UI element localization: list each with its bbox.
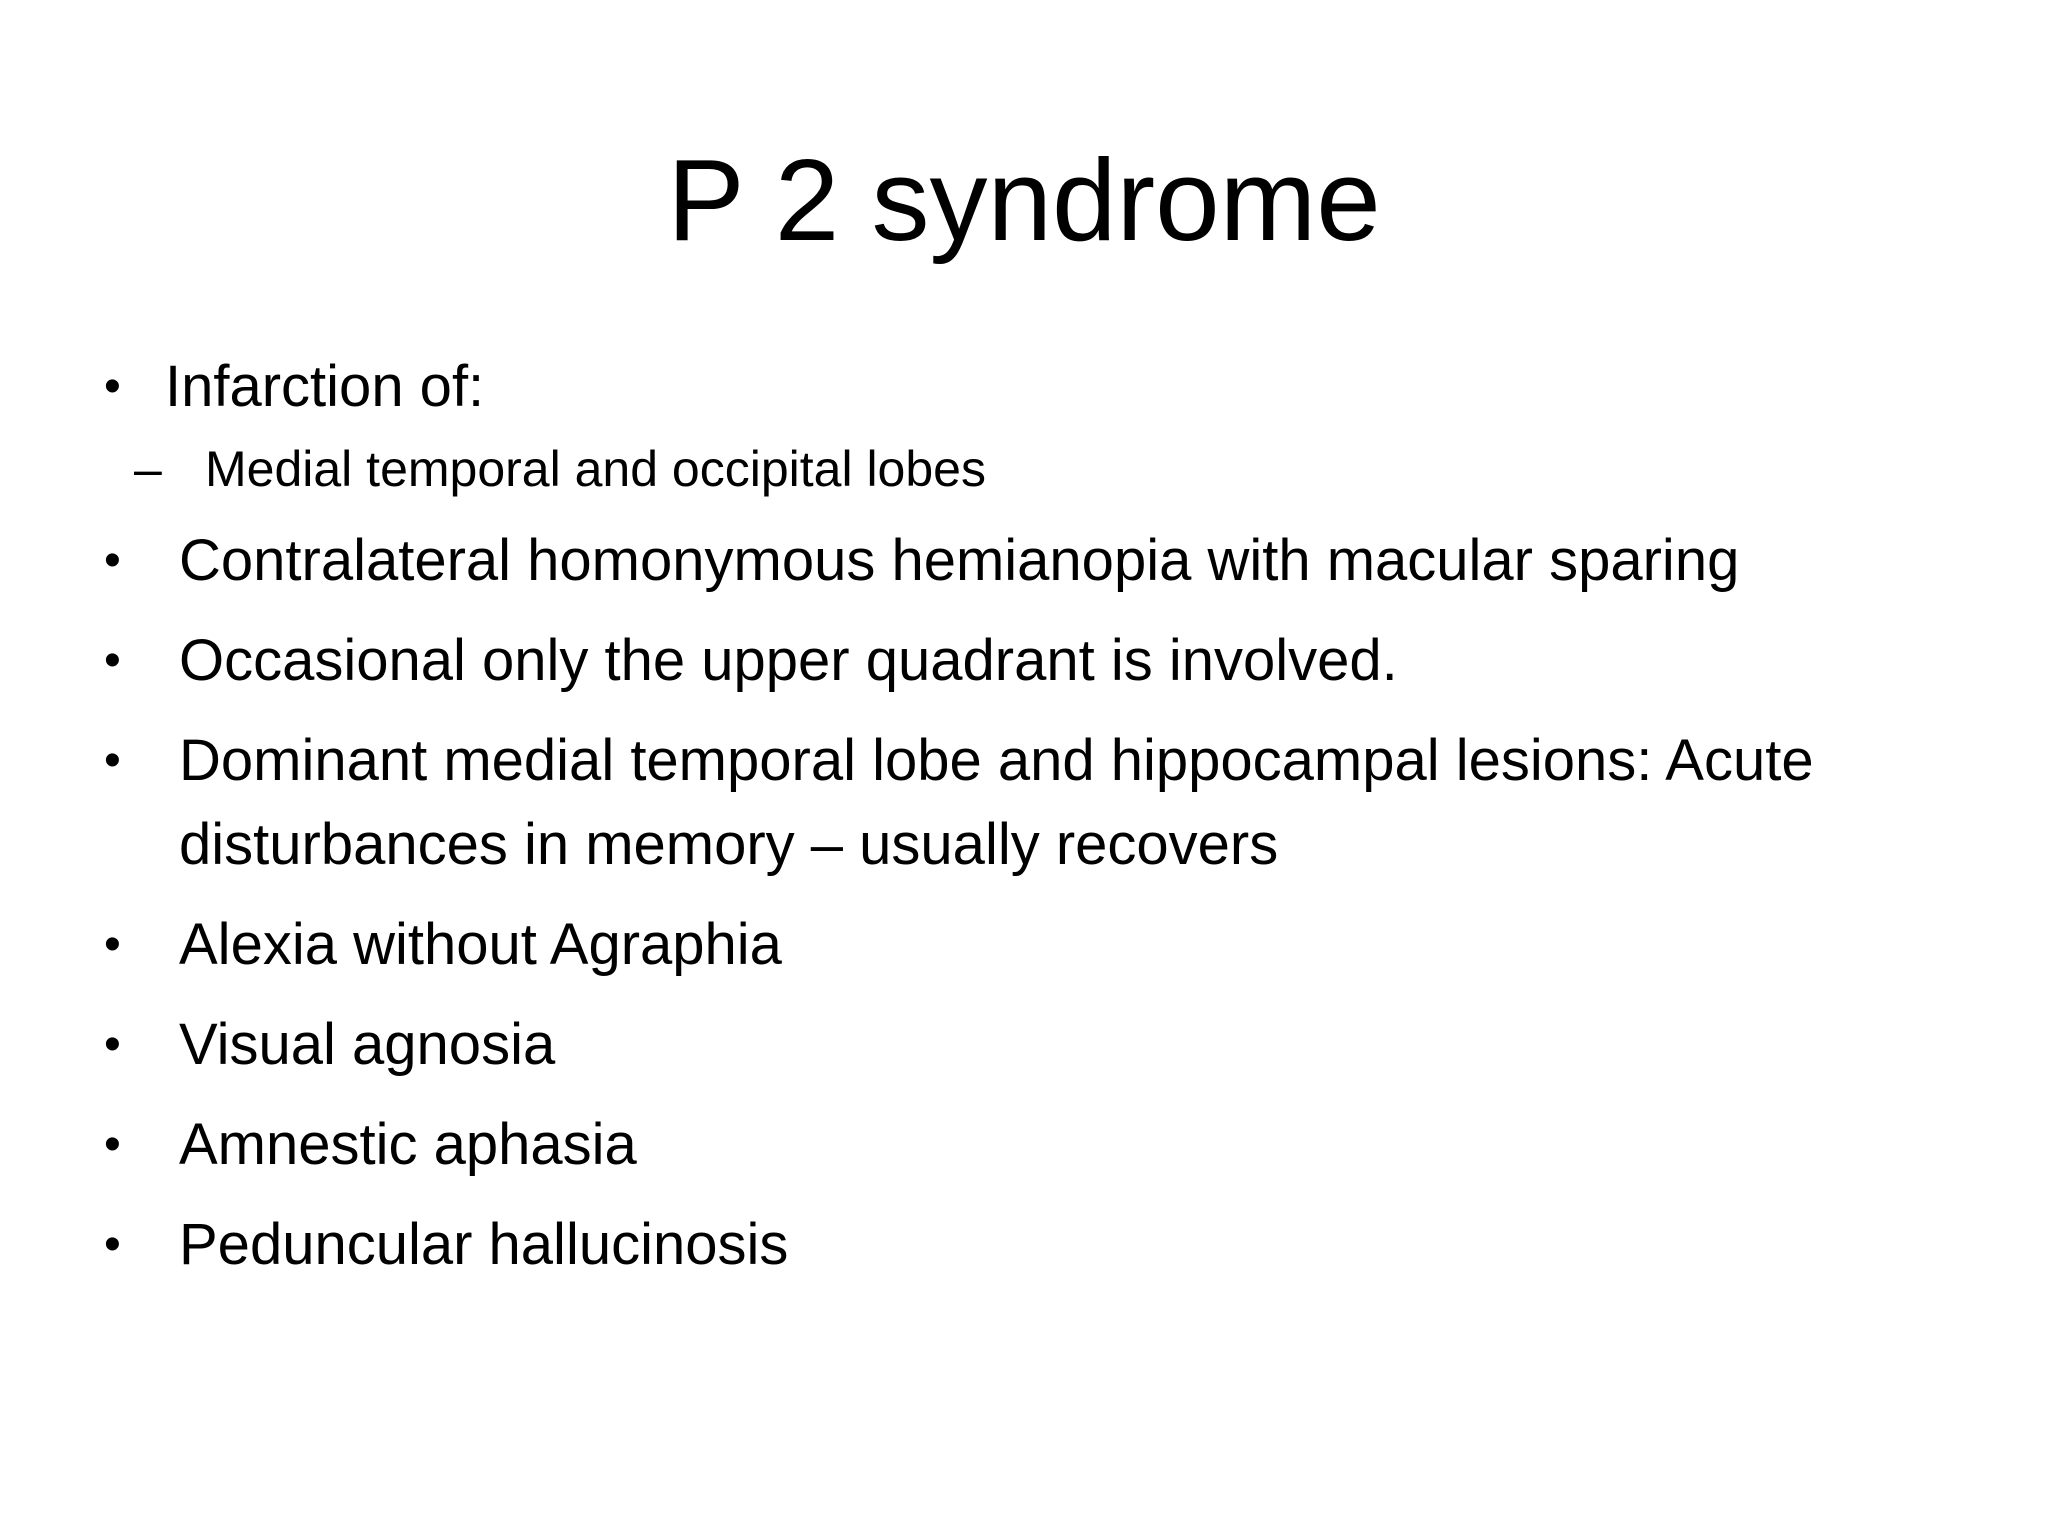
list-item [100,1003,1960,1087]
list-item-text: Infarction of: [165,354,485,419]
list-item [100,719,1960,887]
bullet-icon: • [104,534,121,587]
list-item-text: Contralateral homonymous hemianopia with macular sparing [179,528,1740,593]
list-item-text: Occasional only the upper quadrant is involved. [179,628,1398,693]
list-item [100,1203,1960,1287]
list-item [100,1103,1960,1187]
dash-icon: – [134,441,162,497]
list-item [100,345,1960,429]
list-item-text: Amnestic aphasia [179,1112,637,1177]
bullet-icon: • [104,918,121,971]
sub-list-item [100,433,1960,505]
list-item-text: Alexia without Agraphia [179,912,782,977]
sub-list-item-text: Medial temporal and occipital lobes [205,441,986,497]
bullet-icon: • [104,734,121,787]
bullet-icon: • [104,634,121,687]
list-item-text: Peduncular hallucinosis [179,1212,789,1277]
slide-title: P 2 syndrome [667,135,1381,265]
bullet-icon: • [104,1118,121,1171]
bullet-icon: • [104,1018,121,1071]
bullet-icon: • [104,360,121,413]
list-item [100,903,1960,987]
bullet-list [100,345,1960,1303]
list-item [100,619,1960,703]
list-item [100,519,1960,603]
bullet-icon: • [104,1218,121,1271]
list-item-text: Visual agnosia [179,1012,556,1077]
list-item-text: Dominant medial temporal lobe and hippocampal lesions: Acute disturbances in memory – usually recovers [179,728,1814,877]
